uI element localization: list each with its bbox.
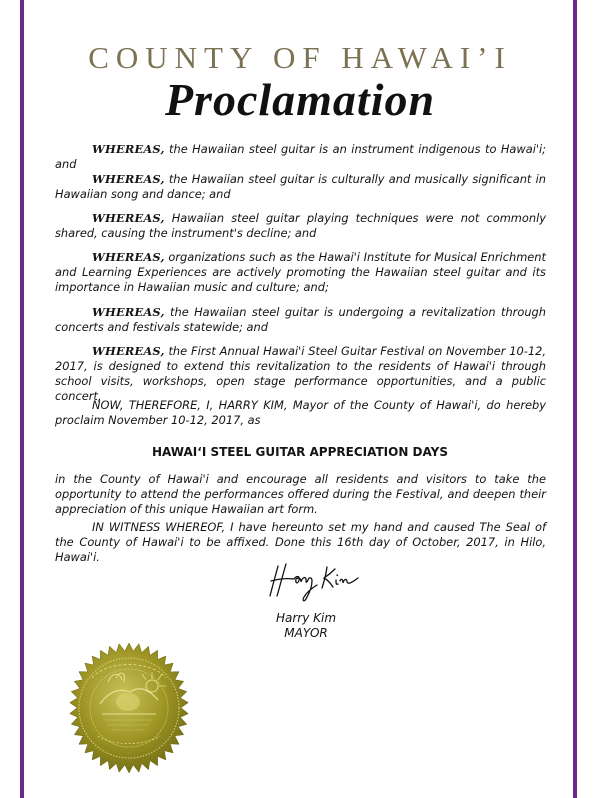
signer-name: Harry Kim	[275, 611, 337, 625]
proclaim-intro	[55, 398, 546, 428]
county-title: COUNTY OF HAWAI’I	[88, 40, 512, 75]
proclaim-body: in the County of Hawai'i and encourage all residents and visitors to take the opportunity to attend the performances offered during the Festival, and deepen their appreciation of this unique Hawaiian art form.	[55, 472, 546, 516]
whereas-lead: WHEREAS,	[92, 344, 165, 358]
paragraph-text: the Hawaiian steel guitar is culturally and musically significant in Hawaiian song and dance; and	[55, 172, 546, 201]
paragraph-text: the Hawaiian steel guitar is an instrument indigenous to Hawai'i; and	[55, 142, 546, 171]
signer-block	[264, 611, 348, 641]
proclaim-intro-text: NOW, THEREFORE, I, HARRY KIM, Mayor of the County of Hawai'i, do hereby proclaim November 10-12, 2017, as	[55, 398, 546, 427]
proclamation-title: Proclamation	[164, 74, 436, 125]
paragraph-text: Hawaiian steel guitar playing techniques were not commonly shared, causing the instrument's decline; and	[55, 211, 546, 240]
whereas-paragraph-1	[55, 142, 546, 172]
whereas-paragraph-5	[55, 305, 546, 335]
whereas-lead: WHEREAS,	[92, 211, 165, 225]
whereas-lead: WHEREAS,	[92, 142, 165, 156]
county-seal-icon	[62, 642, 196, 776]
whereas-lead: WHEREAS,	[92, 305, 165, 319]
whereas-lead: WHEREAS,	[92, 250, 165, 264]
whereas-paragraph-2	[55, 172, 546, 202]
whereas-paragraph-3	[55, 211, 546, 241]
paragraph-text: organizations such as the Hawai'i Institute for Musical Enrichment and Learning Experiences are actively promoting the Hawaiian steel guitar and its importance in Hawaiian music and culture; and;	[55, 250, 546, 294]
proclaimed-days-heading: HAWAI‘I STEEL GUITAR APPRECIATION DAYS	[152, 445, 448, 459]
paragraph-text: the Hawaiian steel guitar is undergoing a revitalization through concerts and festivals statewide; and	[55, 305, 546, 334]
signer-title: MAYOR	[284, 626, 328, 640]
signature-icon	[264, 560, 364, 605]
whereas-paragraph-6	[55, 344, 546, 404]
whereas-lead: WHEREAS,	[92, 172, 165, 186]
paragraph-text: the First Annual Hawai'i Steel Guitar Festival on November 10-12, 2017, is designed to extend this revitalization to the residents of Hawai'i through school visits, workshops, open stage performance opportunities, and a public concert,	[55, 344, 546, 403]
whereas-paragraph-4	[55, 250, 546, 295]
witness-paragraph	[55, 520, 546, 565]
witness-text: IN WITNESS WHEREOF, I have hereunto set my hand and caused The Seal of the County of Hawai'i to be affixed. Done this 16th day of October, 2017, in Hilo, Hawai'i.	[55, 520, 546, 564]
